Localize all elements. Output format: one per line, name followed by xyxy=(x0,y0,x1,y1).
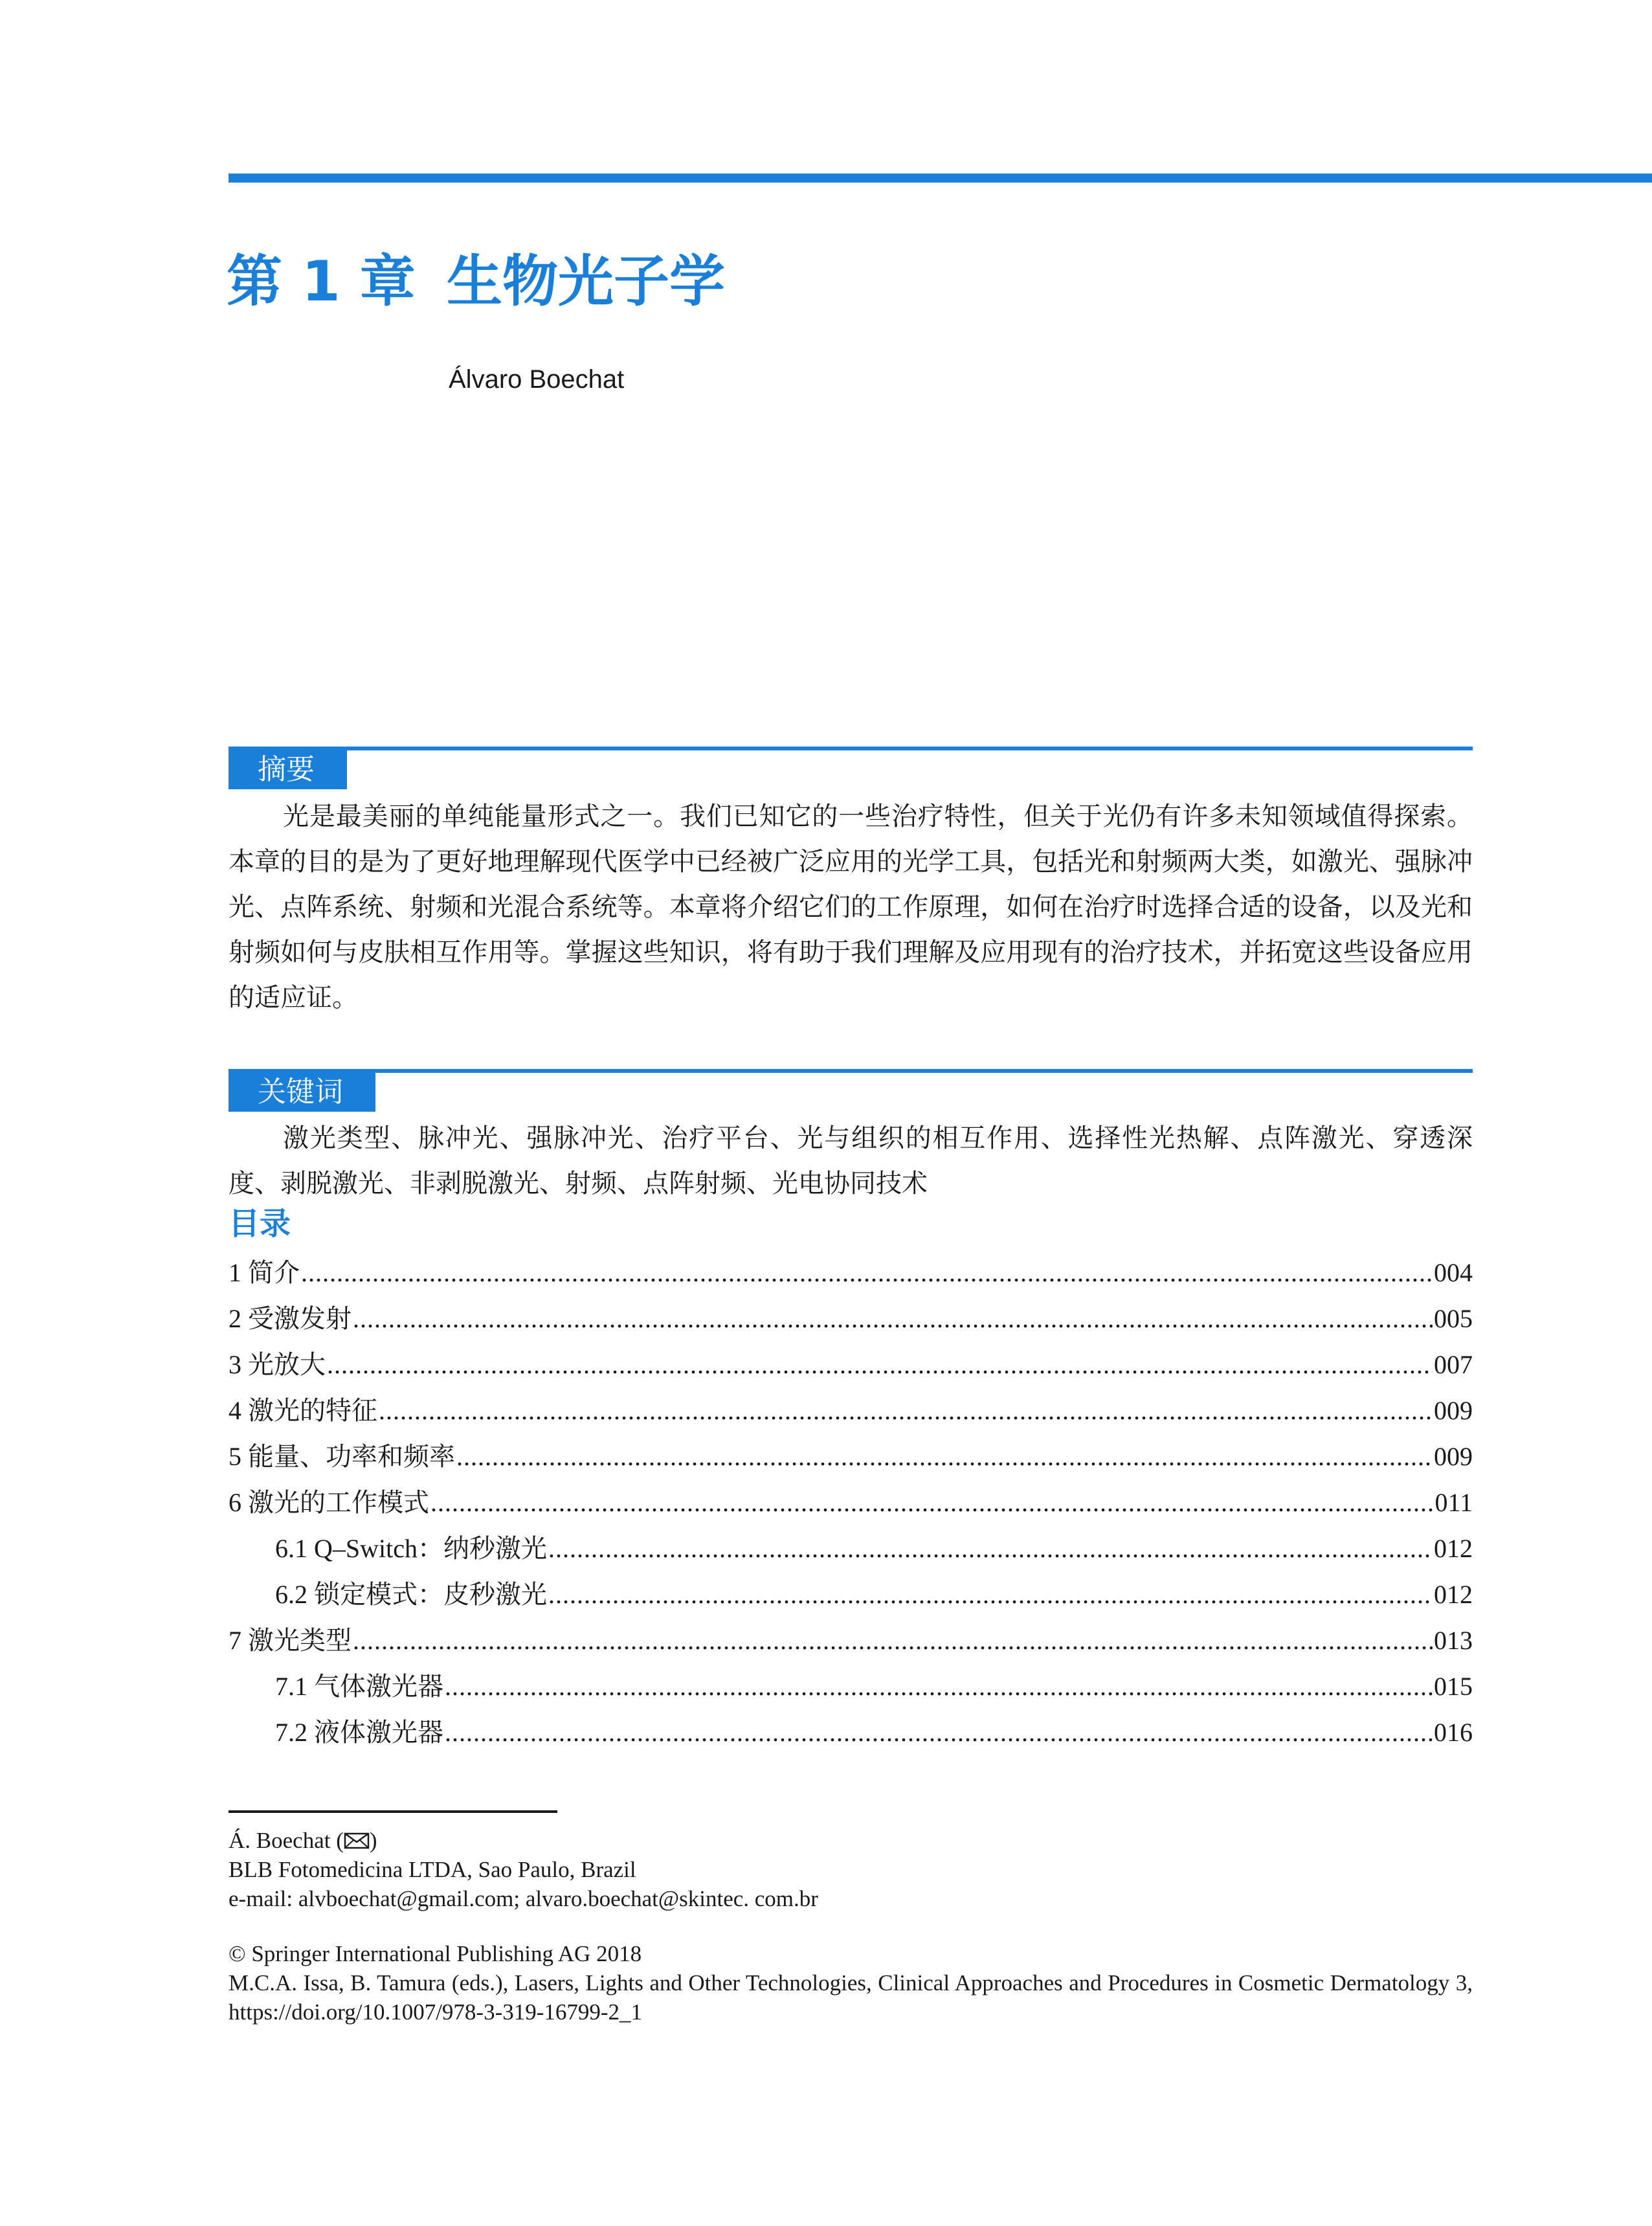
toc-leader xyxy=(430,1479,1433,1525)
toc-leader xyxy=(548,1571,1433,1617)
toc-item[interactable] xyxy=(229,1296,1473,1342)
keywords-text: 激光类型、脉冲光、强脉冲光、治疗平台、光与组织的相互作用、选择性光热解、点阵激光、穿透深度、剥脱激光、非剥脱激光、射频、点阵射频、光电协同技术 xyxy=(229,1123,1473,1198)
keywords-rule xyxy=(229,1069,1473,1073)
toc-item-page: 011 xyxy=(1434,1488,1473,1517)
toc-item-label: 7.1 气体激光器 xyxy=(275,1672,443,1701)
author-footnote xyxy=(229,1826,1473,1913)
footnote-author-close: ) xyxy=(369,1828,377,1853)
toc-leader xyxy=(353,1296,1433,1342)
toc-item-page: 016 xyxy=(1434,1718,1473,1747)
toc-item-label: 3 光放大 xyxy=(229,1350,326,1379)
chapter-name: 生物光子学 xyxy=(447,249,725,314)
footnote-rule xyxy=(229,1810,557,1813)
toc-item-page: 013 xyxy=(1434,1626,1473,1655)
chapter-number: 第 1 章 xyxy=(227,249,416,314)
abstract-rule xyxy=(229,747,1473,750)
toc-list xyxy=(229,1250,1473,1755)
toc-subitem[interactable] xyxy=(229,1709,1473,1755)
toc-item-page: 007 xyxy=(1434,1350,1473,1379)
toc-item-page: 005 xyxy=(1434,1304,1473,1333)
toc-item-page: 004 xyxy=(1434,1258,1473,1287)
footnote-author: Á. Boechat ( xyxy=(229,1828,344,1853)
toc-item[interactable] xyxy=(229,1479,1473,1525)
footnote-citation: M.C.A. Issa, B. Tamura (eds.), Lasers, Lights and Other Technologies, Clinical Approaches and Procedures in Cosmetic Dermatology 3, https://doi.org/10.1007/978-3-319-16799-2_1 xyxy=(229,1970,1473,2025)
toc-leader xyxy=(548,1525,1433,1571)
toc-subitem[interactable] xyxy=(229,1525,1473,1571)
footnote-email[interactable]: e-mail: alvboechat@gmail.com; alvaro.boechat@skintec. com.br xyxy=(229,1886,818,1911)
toc-leader xyxy=(353,1617,1433,1663)
toc-leader xyxy=(327,1342,1433,1388)
toc-item-label: 6 激光的工作模式 xyxy=(229,1488,429,1517)
toc-item-label: 4 激光的特征 xyxy=(229,1396,377,1425)
toc-heading: 目录 xyxy=(229,1206,291,1242)
toc-item-page: 009 xyxy=(1434,1396,1473,1425)
keywords-heading: 关键词 xyxy=(229,1073,375,1112)
publication-footnote xyxy=(229,1939,1473,2027)
abstract-text: 光是最美丽的单纯能量形式之一。我们已知它的一些治疗特性，但关于光仍有许多未知领域值得探索。本章的目的是为了更好地理解现代医学中已经被广泛应用的光学工具，包括光和射频两大类，如激光、强脉冲光、点阵系统、射频和光混合系统等。本章将介绍它们的工作原理，如何在治疗时选择合适的设备，以及光和射频如何与皮肤相互作用等。掌握这些知识，将有助于我们理解及应用现有的治疗技术，并拓宽这些设备应用的适应证。 xyxy=(229,802,1473,1012)
toc-item-page: 009 xyxy=(1434,1442,1473,1471)
toc-item[interactable] xyxy=(229,1388,1473,1433)
chapter-author: Álvaro Boechat xyxy=(449,365,625,394)
toc-item-label: 5 能量、功率和频率 xyxy=(229,1442,455,1471)
footnote-copyright: © Springer International Publishing AG 2018 xyxy=(229,1941,642,1966)
toc-item-page: 015 xyxy=(1434,1672,1473,1701)
footnote-affiliation: BLB Fotomedicina LTDA, Sao Paulo, Brazil xyxy=(229,1857,636,1882)
envelope-icon[interactable] xyxy=(344,1832,370,1850)
toc-leader xyxy=(301,1250,1433,1296)
toc-item-label: 2 受激发射 xyxy=(229,1304,352,1333)
toc-leader xyxy=(445,1709,1433,1755)
toc-subitem[interactable] xyxy=(229,1571,1473,1617)
toc-item-label: 1 简介 xyxy=(229,1258,300,1287)
toc-item[interactable] xyxy=(229,1433,1473,1479)
toc-item[interactable] xyxy=(229,1342,1473,1388)
toc-item-label: 7 激光类型 xyxy=(229,1626,352,1655)
footnote-author-line xyxy=(229,1826,1473,1855)
chapter-title xyxy=(227,243,725,320)
toc-item-label: 6.1 Q–Switch：纳秒激光 xyxy=(275,1534,547,1563)
toc-item[interactable] xyxy=(229,1250,1473,1296)
header-rule xyxy=(229,174,1652,183)
toc-item[interactable] xyxy=(229,1617,1473,1663)
toc-leader xyxy=(379,1388,1433,1433)
toc-subitem[interactable] xyxy=(229,1663,1473,1709)
toc-item-label: 7.2 液体激光器 xyxy=(275,1718,443,1747)
toc-leader xyxy=(456,1433,1433,1479)
abstract-heading: 摘要 xyxy=(229,750,347,789)
toc-leader xyxy=(445,1663,1433,1709)
toc-item-page: 012 xyxy=(1434,1534,1473,1563)
toc-item-label: 6.2 锁定模式：皮秒激光 xyxy=(275,1580,547,1609)
toc-item-page: 012 xyxy=(1434,1580,1473,1609)
